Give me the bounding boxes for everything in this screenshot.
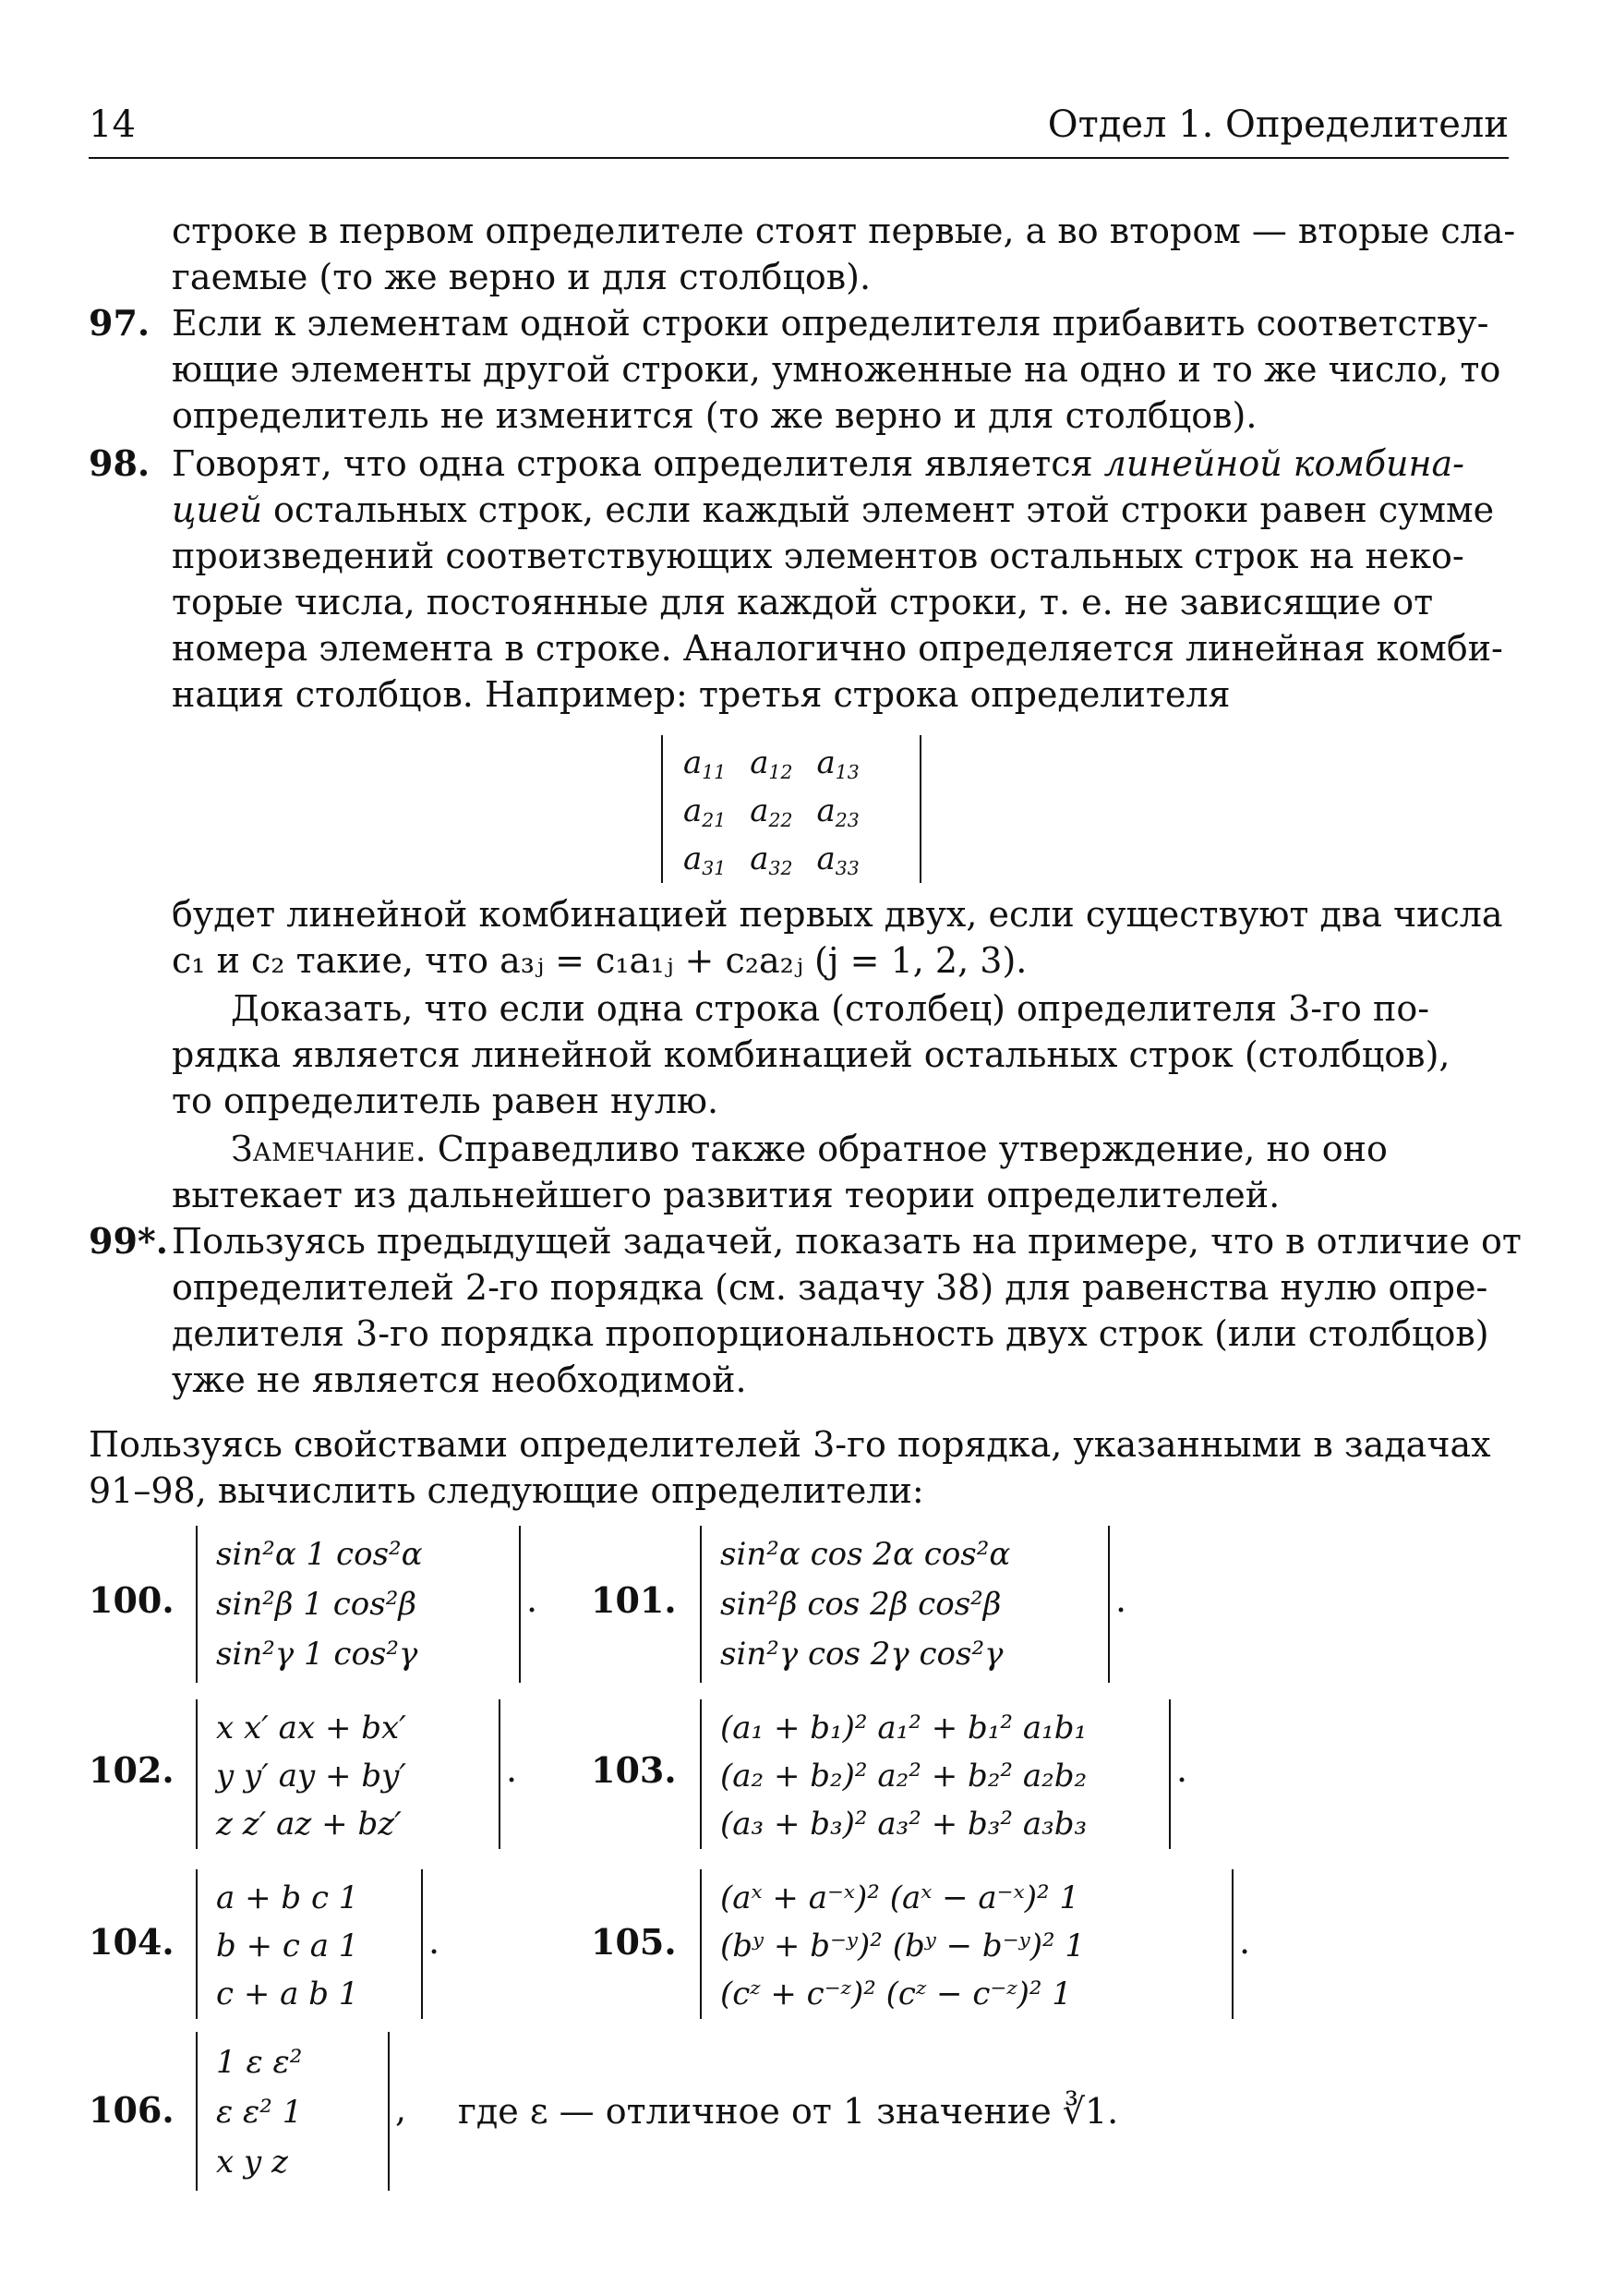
term-italic: цией bbox=[172, 489, 262, 530]
matrix-row: (a₃ + b₃)² a₃² + b₃² a₃b₃ bbox=[720, 1806, 1088, 1843]
text-span: Справедливо также обратное утверждение, но оно bbox=[426, 1129, 1388, 1169]
matrix-row: y y′ ay + by′ bbox=[216, 1758, 407, 1795]
text-line bbox=[172, 441, 1464, 486]
text-line: ющие элементы другой строки, умноженные на одно и то же число, то bbox=[172, 349, 1501, 390]
problem-number: 103. bbox=[591, 1749, 677, 1791]
text-line: строке в первом определителе стоят первые, а во втором — вторые сла- bbox=[172, 211, 1516, 251]
determinant-bar bbox=[661, 735, 663, 883]
matrix-row: a + b c 1 bbox=[216, 1879, 359, 1916]
matrix-row: b + c a 1 bbox=[216, 1927, 359, 1964]
determinant-bar bbox=[196, 1869, 198, 2019]
problem-number: 106. bbox=[89, 2089, 175, 2131]
determinant-bar bbox=[499, 1699, 500, 1849]
matrix-row: (cᶻ + c⁻ᶻ)² (cᶻ − c⁻ᶻ)² 1 bbox=[720, 1976, 1072, 2012]
text-line: определитель не изменится (то же верно и для столбцов). bbox=[172, 395, 1258, 436]
matrix-cell: $a_{23}$ bbox=[816, 792, 860, 832]
matrix-row: sin²β cos 2β cos²β bbox=[720, 1586, 1002, 1623]
matrix-row: (a₁ + b₁)² a₁² + b₁² a₁b₁ bbox=[720, 1710, 1088, 1746]
period: . bbox=[1115, 1579, 1127, 1620]
text-line: будет линейной комбинацией первых двух, если существуют два числа bbox=[172, 894, 1503, 935]
text-line: определителей 2-го порядка (см. задачу 38) для равенства нулю опре- bbox=[172, 1267, 1488, 1308]
matrix-row: sin²α cos 2α cos²α bbox=[720, 1536, 1011, 1573]
problem-number: 101. bbox=[591, 1579, 677, 1621]
determinant-bar bbox=[1232, 1869, 1234, 2019]
matrix-cell: $a_{33}$ bbox=[816, 840, 860, 880]
determinant-bar bbox=[519, 1526, 521, 1683]
text-line bbox=[172, 488, 1494, 532]
matrix-row: sin²γ cos 2γ cos²γ bbox=[720, 1636, 1004, 1673]
determinant-bar bbox=[196, 1526, 198, 1683]
text-line: c₁ и c₂ такие, что a₃ⱼ = c₁a₁ⱼ + c₂a₂ⱼ (j = 1, 2, 3). bbox=[172, 940, 1028, 981]
matrix-cell: $a_{21}$ bbox=[683, 792, 727, 832]
problem-number: 105. bbox=[591, 1921, 677, 1963]
text-line: произведений соответствующих элементов остальных строк на неко- bbox=[172, 536, 1464, 576]
text-span: остальных строк, если каждый элемент этой строки равен сумме bbox=[261, 489, 1495, 530]
determinant-bar bbox=[1108, 1526, 1110, 1683]
text-line: Пользуясь предыдущей задачей, показать на примере, что в отличие от bbox=[172, 1221, 1522, 1262]
problem-number: 99*. bbox=[89, 1220, 168, 1262]
matrix-row: ε ε² 1 bbox=[216, 2094, 303, 2131]
text-line: то определитель равен нулю. bbox=[172, 1081, 719, 1121]
determinant-bar bbox=[700, 1526, 702, 1683]
determinant-bar bbox=[700, 1869, 702, 2019]
matrix-cell: $a_{11}$ bbox=[683, 744, 727, 784]
period: . bbox=[506, 1749, 518, 1790]
header-rule bbox=[89, 157, 1509, 159]
matrix-cell: $a_{31}$ bbox=[683, 840, 727, 880]
matrix-row: sin²β 1 cos²β bbox=[216, 1586, 416, 1623]
text-line: Пользуясь свойствами определителей 3-го порядка, указанными в задачах bbox=[89, 1424, 1491, 1465]
text-line: 91–98, вычислить следующие определители: bbox=[89, 1470, 924, 1511]
matrix-row: c + a b 1 bbox=[216, 1976, 359, 2012]
period: . bbox=[526, 1579, 538, 1620]
term-italic: линейной комбина- bbox=[1103, 443, 1465, 484]
matrix-row: 1 ε ε² bbox=[216, 2044, 303, 2081]
determinant-bar bbox=[920, 735, 921, 883]
determinant-bar bbox=[1169, 1699, 1171, 1849]
remark-label: Замечание. bbox=[231, 1129, 427, 1169]
matrix-row: sin²α 1 cos²α bbox=[216, 1536, 423, 1573]
matrix-cell: $a_{22}$ bbox=[750, 792, 793, 832]
determinant-bar bbox=[196, 2032, 198, 2191]
matrix-row: z z′ az + bz′ bbox=[216, 1806, 402, 1843]
text-line: гаемые (то же верно и для столбцов). bbox=[172, 257, 872, 297]
matrix-row: (bʸ + b⁻ʸ)² (bʸ − b⁻ʸ)² 1 bbox=[720, 1927, 1086, 1964]
text-line: торые числа, постоянные для каждой строки, т. е. не зависящие от bbox=[172, 582, 1434, 622]
determinant-bar bbox=[196, 1699, 198, 1849]
text-line: Доказать, что если одна строка (столбец) определителя 3-го по- bbox=[231, 988, 1430, 1029]
problem-number: 97. bbox=[89, 302, 150, 344]
matrix-row: (a₂ + b₂)² a₂² + b₂² a₂b₂ bbox=[720, 1758, 1088, 1795]
problem-note: где ε — отличное от 1 значение ∛1. bbox=[458, 2091, 1119, 2132]
comma: , bbox=[395, 2089, 407, 2130]
matrix-cell: $a_{32}$ bbox=[750, 840, 793, 880]
determinant-bar bbox=[421, 1869, 423, 2019]
determinant-bar bbox=[700, 1699, 702, 1849]
period: . bbox=[428, 1921, 440, 1962]
text-line: номера элемента в строке. Аналогично определяется линейная комби- bbox=[172, 628, 1503, 669]
page-number: 14 bbox=[89, 103, 136, 146]
matrix-row: x x′ ax + bx′ bbox=[216, 1710, 406, 1746]
running-header: Отдел 1. Определители bbox=[1047, 103, 1509, 146]
period: . bbox=[1239, 1921, 1251, 1962]
determinant-bar bbox=[388, 2032, 390, 2191]
text-line: рядка является линейной комбинацией остальных строк (столбцов), bbox=[172, 1034, 1451, 1075]
matrix-cell: $a_{12}$ bbox=[750, 744, 793, 784]
matrix-cell: $a_{13}$ bbox=[816, 744, 860, 784]
matrix-row: x y z bbox=[216, 2144, 288, 2181]
period: . bbox=[1176, 1749, 1188, 1790]
problem-number: 100. bbox=[89, 1579, 175, 1621]
example-matrix bbox=[683, 739, 860, 883]
matrix-row: (aˣ + a⁻ˣ)² (aˣ − a⁻ˣ)² 1 bbox=[720, 1879, 1080, 1916]
text-line: уже не является необходимой. bbox=[172, 1359, 747, 1400]
text-line: нация столбцов. Например: третья строка определителя bbox=[172, 674, 1231, 715]
text-line: делителя 3-го порядка пропорциональность двух строк (или столбцов) bbox=[172, 1313, 1489, 1354]
text-line: Если к элементам одной строки определителя прибавить соответству- bbox=[172, 303, 1489, 344]
problem-number: 104. bbox=[89, 1921, 175, 1963]
problem-number: 102. bbox=[89, 1749, 175, 1791]
text-span: Говорят, что одна строка определителя является bbox=[172, 443, 1104, 484]
text-line: вытекает из дальнейшего развития теории определителей. bbox=[172, 1175, 1281, 1215]
text-line bbox=[231, 1127, 1388, 1171]
matrix-row: sin²γ 1 cos²γ bbox=[216, 1636, 418, 1673]
problem-number: 98. bbox=[89, 442, 150, 484]
